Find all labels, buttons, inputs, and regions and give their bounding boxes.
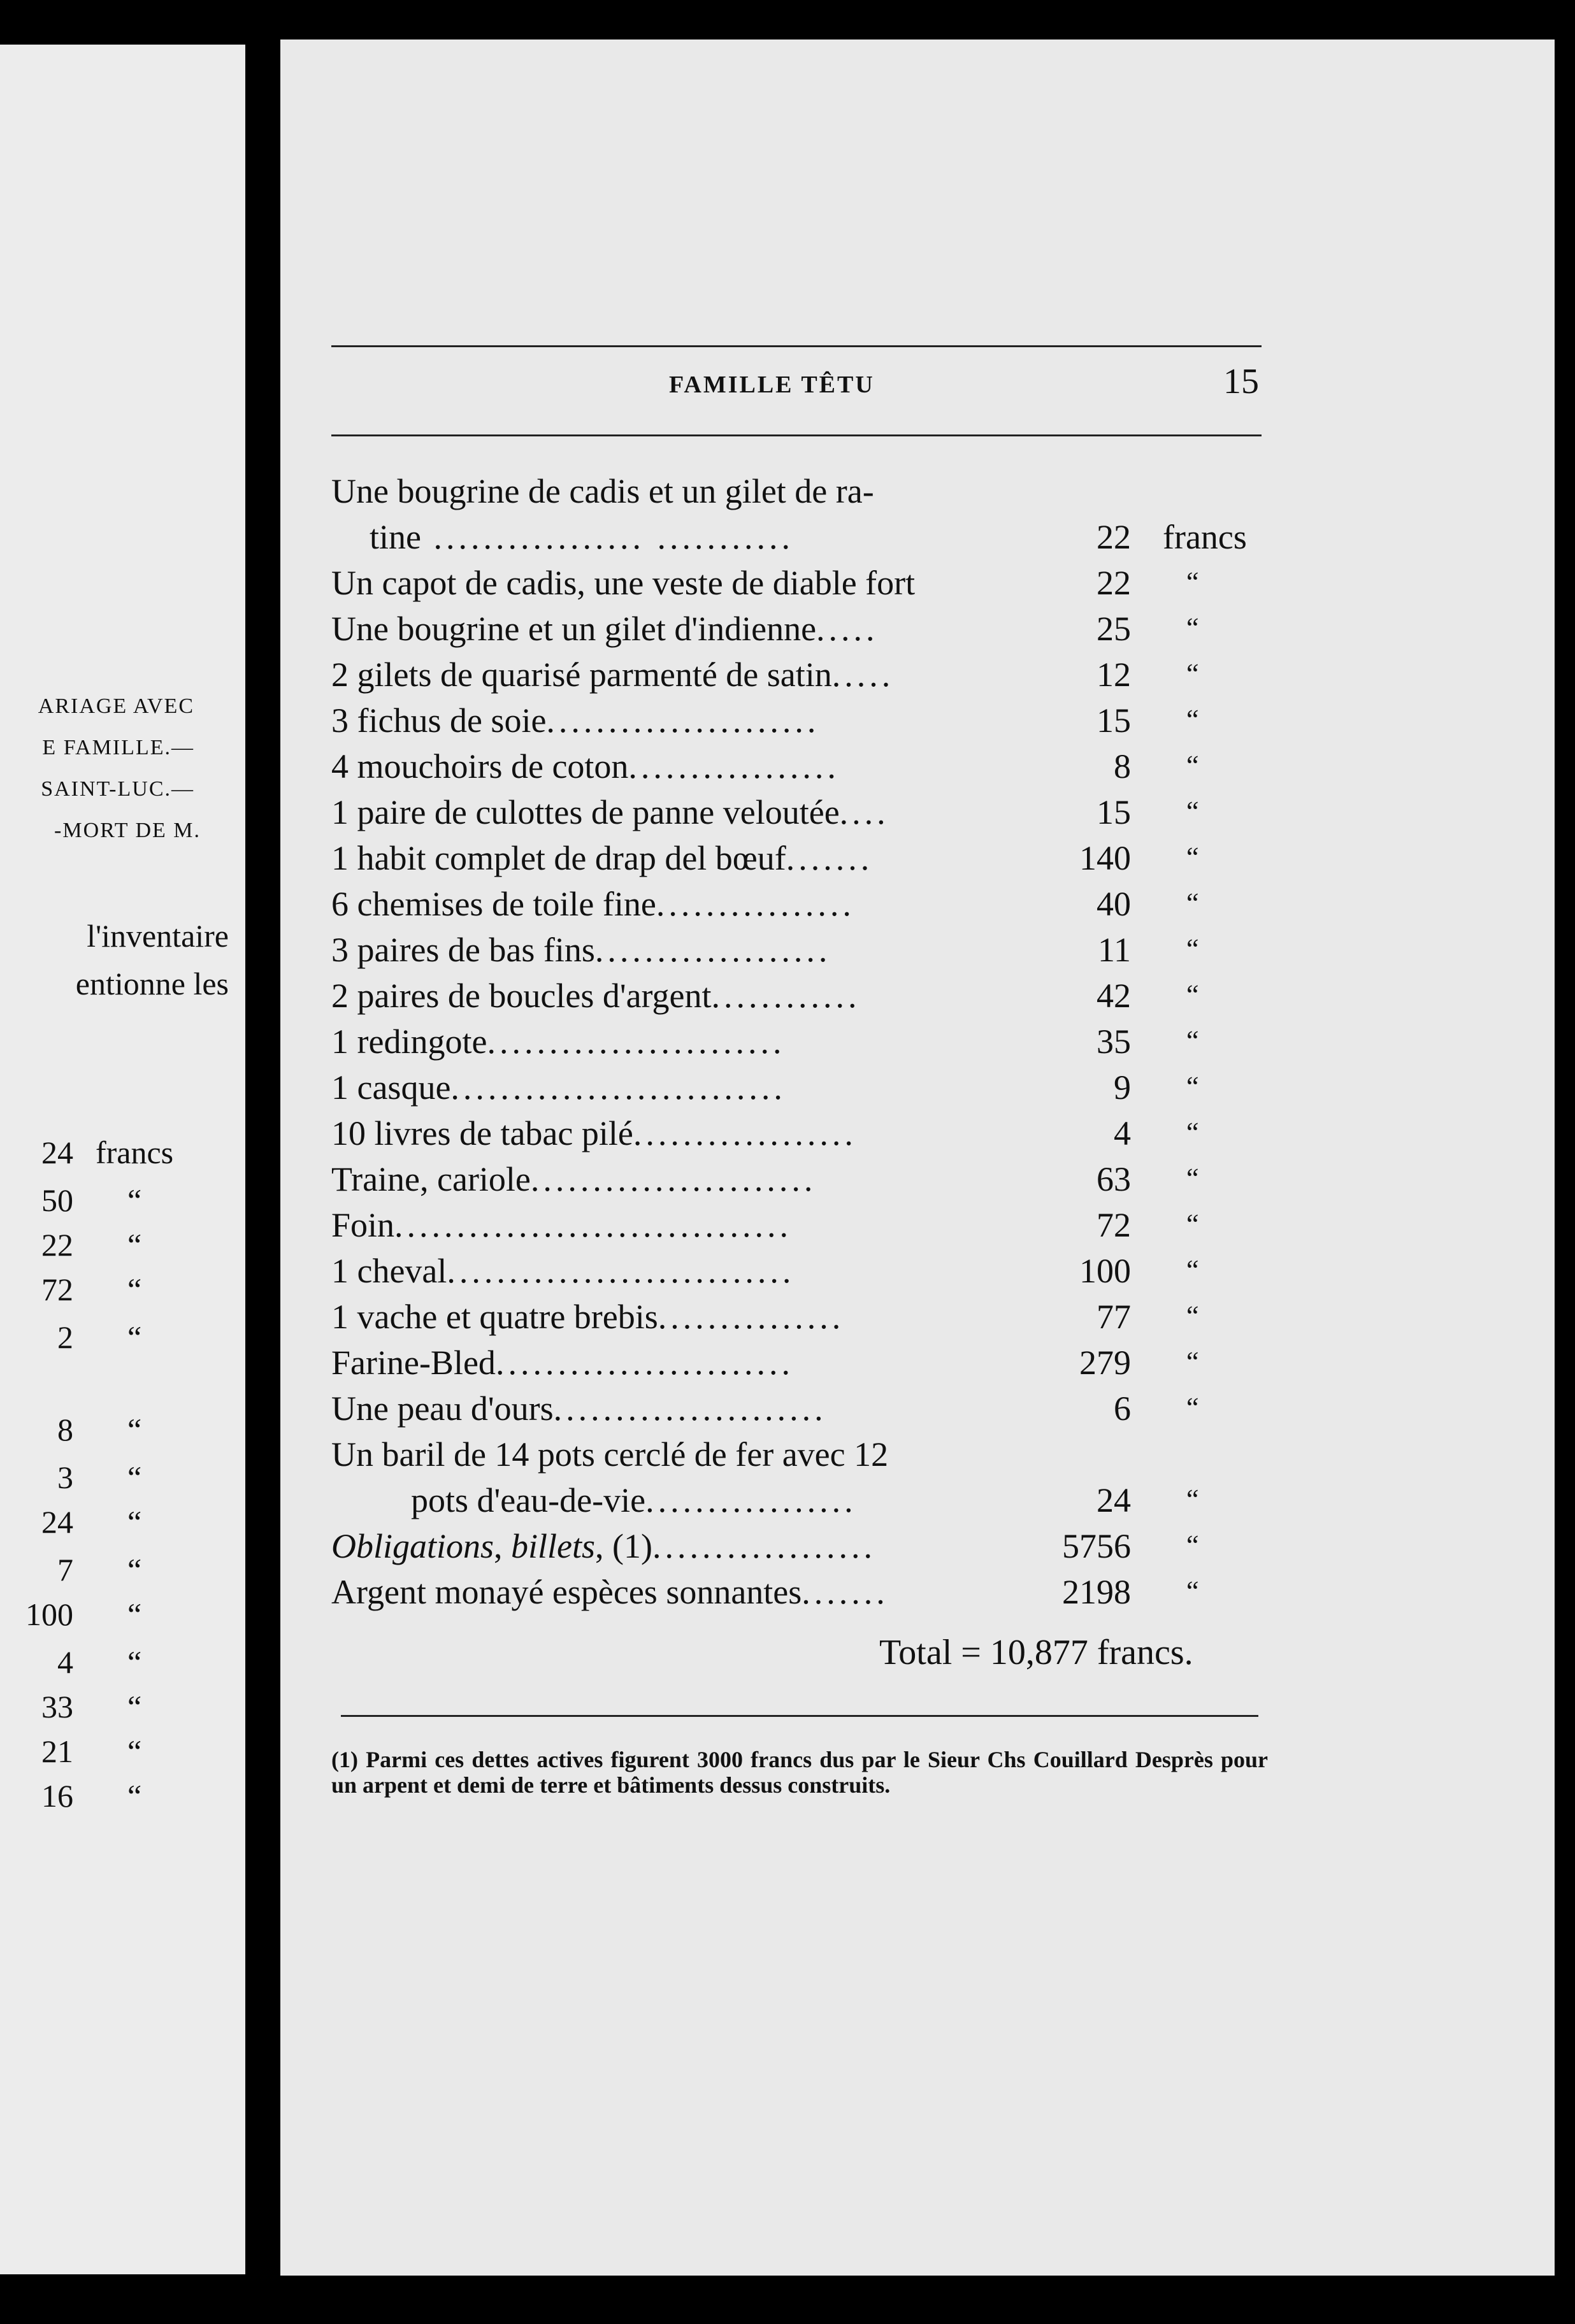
prev-amount: 2 xyxy=(57,1319,73,1355)
item-amount: 22 xyxy=(1097,518,1131,556)
inventory-row xyxy=(331,655,1325,701)
prev-ditto: “ xyxy=(127,1460,142,1495)
item-text: Une bougrine et un gilet d'indienne xyxy=(331,610,817,648)
prev-amount-row xyxy=(0,1551,245,1589)
item-ditto: “ xyxy=(1186,704,1199,735)
leader-dots: ..... xyxy=(816,610,879,648)
item-label xyxy=(331,793,1039,832)
item-text: pots d'eau-de-vie xyxy=(411,1481,646,1519)
prev-amount: 33 xyxy=(41,1689,73,1725)
inventory-row xyxy=(331,1205,1325,1251)
item-label xyxy=(331,1251,1039,1291)
prev-ditto: “ xyxy=(127,1319,142,1355)
inventory-row xyxy=(331,1297,1325,1343)
item-ditto: “ xyxy=(1186,1025,1199,1056)
prev-amount-row xyxy=(0,1134,245,1172)
item-label xyxy=(331,1572,1039,1612)
inventory-row xyxy=(331,1022,1325,1068)
prev-amount: 16 xyxy=(41,1778,73,1814)
page-number: 15 xyxy=(1223,362,1259,401)
prev-amount: 3 xyxy=(57,1460,73,1495)
inventory-row xyxy=(331,976,1325,1022)
prev-heading-line: SAINT-LUC.— xyxy=(41,777,194,801)
item-text: 1 cheval xyxy=(331,1252,447,1290)
item-ditto: “ xyxy=(1186,933,1199,965)
item-amount: 22 xyxy=(1097,564,1131,602)
item-label xyxy=(331,1435,1039,1474)
item-amount: 15 xyxy=(1097,793,1131,831)
item-amount: 35 xyxy=(1097,1022,1131,1061)
leader-dots: ...................... xyxy=(553,1389,827,1428)
header-bottom-rule xyxy=(331,434,1262,436)
item-label xyxy=(331,609,1039,649)
item-amount: 72 xyxy=(1097,1206,1131,1244)
prev-amount: 72 xyxy=(41,1272,73,1307)
inventory-row xyxy=(331,1481,1325,1526)
item-text: 2 paires de boucles d'argent xyxy=(331,977,712,1015)
prev-ditto: “ xyxy=(127,1272,142,1307)
item-text: Une bougrine de cadis et un gilet de ra- xyxy=(331,472,874,510)
prev-text-line: entionne les xyxy=(75,966,229,1001)
inventory-row xyxy=(331,517,1325,563)
inventory-row xyxy=(331,1389,1325,1435)
item-label xyxy=(331,1068,1039,1107)
footnote-rule xyxy=(341,1715,1258,1717)
leader-dots: ................. ........... xyxy=(421,518,794,556)
item-ditto: “ xyxy=(1186,658,1199,689)
prev-ditto: “ xyxy=(127,1733,142,1769)
inventory-row xyxy=(331,1251,1325,1297)
item-amount: 2198 xyxy=(1062,1573,1131,1611)
prev-amount: 7 xyxy=(57,1552,73,1588)
prev-ditto: “ xyxy=(127,1412,142,1447)
item-label xyxy=(331,838,1039,878)
item-amount: 11 xyxy=(1098,931,1131,969)
inventory-row xyxy=(331,1114,1325,1159)
item-text: tine xyxy=(370,518,421,556)
item-ditto: “ xyxy=(1186,842,1199,873)
leader-dots: .................. xyxy=(633,1114,857,1152)
item-amount: 5756 xyxy=(1062,1527,1131,1565)
prev-amount: 50 xyxy=(41,1182,73,1218)
item-label xyxy=(370,517,1039,557)
leader-dots: ............ xyxy=(711,977,861,1015)
item-text: Traine, cariole xyxy=(331,1160,531,1198)
item-text: 10 livres de tabac pilé xyxy=(331,1114,633,1152)
prev-amount: 100 xyxy=(25,1596,73,1632)
item-label xyxy=(331,701,1039,740)
leader-dots: ................................ xyxy=(394,1206,793,1244)
item-text: Foin xyxy=(331,1206,395,1244)
item-text-italic: billets xyxy=(511,1527,596,1565)
leader-dots: ................ xyxy=(656,885,855,923)
prev-ditto: “ xyxy=(127,1182,142,1218)
running-title: FAMILLE TÊTU xyxy=(669,371,875,398)
prev-amount-row xyxy=(0,1596,245,1634)
item-label xyxy=(331,1343,1039,1382)
item-ditto: “ xyxy=(1186,612,1199,643)
inventory-row xyxy=(331,701,1325,747)
item-text: 2 gilets de quarisé parmenté de satin xyxy=(331,656,832,694)
inventory-row xyxy=(331,1435,1325,1481)
item-ditto: “ xyxy=(1186,750,1199,781)
item-amount: 40 xyxy=(1097,885,1131,923)
item-amount: 8 xyxy=(1114,747,1131,785)
item-text: 1 vache et quatre brebis xyxy=(331,1298,658,1336)
header-top-rule xyxy=(331,345,1262,347)
item-label xyxy=(331,1114,1039,1153)
prev-amount-row xyxy=(0,1459,245,1497)
item-text: Argent monayé espèces sonnantes xyxy=(331,1573,802,1611)
prev-amount-row xyxy=(0,1733,245,1771)
inventory-row xyxy=(331,609,1325,655)
item-label xyxy=(331,563,1039,603)
item-amount: 100 xyxy=(1079,1252,1131,1290)
item-ditto: “ xyxy=(1186,1209,1199,1240)
item-amount: 42 xyxy=(1097,977,1131,1015)
item-ditto: “ xyxy=(1186,1254,1199,1286)
item-label xyxy=(331,884,1039,924)
previous-page xyxy=(0,45,245,2274)
prev-amount-row xyxy=(0,1182,245,1220)
leader-dots: ....... xyxy=(802,1573,889,1611)
inventory-total: Total = 10,877 francs. xyxy=(879,1633,1193,1672)
leader-dots: ........................... xyxy=(450,1068,786,1107)
prev-heading-line: ARIAGE AVEC xyxy=(38,694,194,718)
prev-heading-line: E FAMILLE.— xyxy=(42,736,194,759)
item-text: 1 casque xyxy=(331,1068,451,1107)
prev-ditto: “ xyxy=(127,1689,142,1725)
item-label xyxy=(331,655,1039,694)
inventory-row xyxy=(331,1343,1325,1389)
item-label xyxy=(331,1022,1039,1061)
item-ditto: “ xyxy=(1186,1392,1199,1423)
prev-text-line: l'inventaire xyxy=(87,918,229,954)
prev-ditto: “ xyxy=(127,1644,142,1680)
prev-amount-row xyxy=(0,1319,245,1357)
item-label xyxy=(331,1389,1039,1428)
inventory-row xyxy=(331,471,1325,517)
prev-amount: 24 xyxy=(41,1135,73,1170)
inventory-row xyxy=(331,1068,1325,1114)
prev-ditto: “ xyxy=(127,1778,142,1814)
item-amount: 9 xyxy=(1114,1068,1131,1107)
item-label xyxy=(331,1159,1039,1199)
item-text: 3 fichus de soie xyxy=(331,701,547,740)
prev-heading-line: -MORT DE M. xyxy=(54,819,201,842)
item-ditto: “ xyxy=(1186,1071,1199,1102)
item-label xyxy=(331,747,1039,786)
prev-amount-row xyxy=(0,1411,245,1449)
inventory-row xyxy=(331,1572,1325,1618)
main-page xyxy=(280,39,1555,2276)
prev-ditto: “ xyxy=(127,1552,142,1588)
item-label xyxy=(331,930,1039,970)
item-text: 4 mouchoirs de coton xyxy=(331,747,629,785)
item-text: 1 habit complet de drap del bœuf xyxy=(331,839,786,877)
inventory-row xyxy=(331,563,1325,609)
inventory-row xyxy=(331,930,1325,976)
item-ditto: “ xyxy=(1186,1484,1199,1515)
item-text: Un capot de cadis, une veste de diable fort xyxy=(331,564,916,602)
prev-amount: 8 xyxy=(57,1412,73,1447)
item-text: 1 paire de culottes de panne veloutée xyxy=(331,793,840,831)
item-text: , xyxy=(494,1527,512,1565)
leader-dots: ................. xyxy=(628,747,840,785)
prev-amount: 21 xyxy=(41,1733,73,1769)
leader-dots: ........................ xyxy=(495,1344,794,1382)
item-text: 3 paires de bas fins xyxy=(331,931,595,969)
item-text: 6 chemises de toile fine xyxy=(331,885,656,923)
item-label xyxy=(331,471,1039,511)
inventory-row xyxy=(331,747,1325,793)
prev-amount-row xyxy=(0,1688,245,1726)
leader-dots: .................. xyxy=(652,1527,876,1565)
item-amount: 24 xyxy=(1097,1481,1131,1519)
leader-dots: ....................... xyxy=(530,1160,817,1198)
prev-amount-row xyxy=(0,1503,245,1542)
item-ditto: “ xyxy=(1186,1575,1199,1607)
prev-ditto: “ xyxy=(127,1596,142,1632)
item-ditto: “ xyxy=(1186,1117,1199,1148)
inventory-row xyxy=(331,1526,1325,1572)
item-amount: 279 xyxy=(1079,1344,1131,1382)
item-ditto: “ xyxy=(1186,1346,1199,1377)
item-text: Farine-Bled xyxy=(331,1344,496,1382)
item-ditto: “ xyxy=(1186,1163,1199,1194)
item-amount: 25 xyxy=(1097,610,1131,648)
item-text: Une peau d'ours xyxy=(331,1389,554,1428)
item-label xyxy=(331,1297,1039,1337)
footnote: (1) Parmi ces dettes actives figurent 3000 francs dus par le Sieur Chs Couillard Desprès pour un arpent et demi de terre et bâtiments dessus construits. xyxy=(331,1747,1268,1798)
prev-amount-row xyxy=(0,1644,245,1682)
item-ditto: “ xyxy=(1186,887,1199,919)
item-amount: 63 xyxy=(1097,1160,1131,1198)
item-ditto: “ xyxy=(1186,796,1199,827)
prev-amount: 24 xyxy=(41,1504,73,1540)
prev-amount: 4 xyxy=(57,1644,73,1680)
prev-unit: francs xyxy=(96,1135,174,1170)
prev-amount-row xyxy=(0,1271,245,1309)
prev-ditto: “ xyxy=(127,1504,142,1540)
prev-ditto: “ xyxy=(127,1227,142,1263)
inventory-row xyxy=(331,884,1325,930)
inventory-row xyxy=(331,793,1325,838)
item-text-italic: Obligations xyxy=(331,1527,494,1565)
leader-dots: ........................ xyxy=(487,1022,786,1061)
item-ditto: “ xyxy=(1186,1530,1199,1561)
leader-dots: ................. xyxy=(645,1481,857,1519)
item-amount: 6 xyxy=(1114,1389,1131,1428)
prev-amount-row xyxy=(0,1777,245,1816)
item-label xyxy=(411,1481,1039,1520)
item-amount: 15 xyxy=(1097,701,1131,740)
item-amount: 4 xyxy=(1114,1114,1131,1152)
leader-dots: ................... xyxy=(594,931,831,969)
item-amount: 12 xyxy=(1097,656,1131,694)
leader-dots: ....... xyxy=(786,839,874,877)
item-footnote-ref: , (1) xyxy=(595,1527,652,1565)
item-text: Un baril de 14 pots cerclé de fer avec 12 xyxy=(331,1435,889,1474)
leader-dots: ............................ xyxy=(447,1252,795,1290)
leader-dots: ..... xyxy=(831,656,895,694)
leader-dots: ............... xyxy=(658,1298,845,1336)
inventory-row xyxy=(331,838,1325,884)
item-ditto: “ xyxy=(1186,1300,1199,1331)
item-label xyxy=(331,1205,1039,1245)
leader-dots: .... xyxy=(839,793,889,831)
prev-amount-row xyxy=(0,1226,245,1265)
item-text: 1 redingote xyxy=(331,1022,487,1061)
item-label xyxy=(331,976,1039,1015)
item-unit: francs xyxy=(1163,518,1247,556)
item-amount: 140 xyxy=(1079,839,1131,877)
item-ditto: “ xyxy=(1186,566,1199,598)
prev-amount: 22 xyxy=(41,1227,73,1263)
inventory-row xyxy=(331,1159,1325,1205)
item-ditto: “ xyxy=(1186,979,1199,1010)
leader-dots: ...................... xyxy=(546,701,820,740)
item-label xyxy=(331,1526,1039,1566)
item-amount: 77 xyxy=(1097,1298,1131,1336)
